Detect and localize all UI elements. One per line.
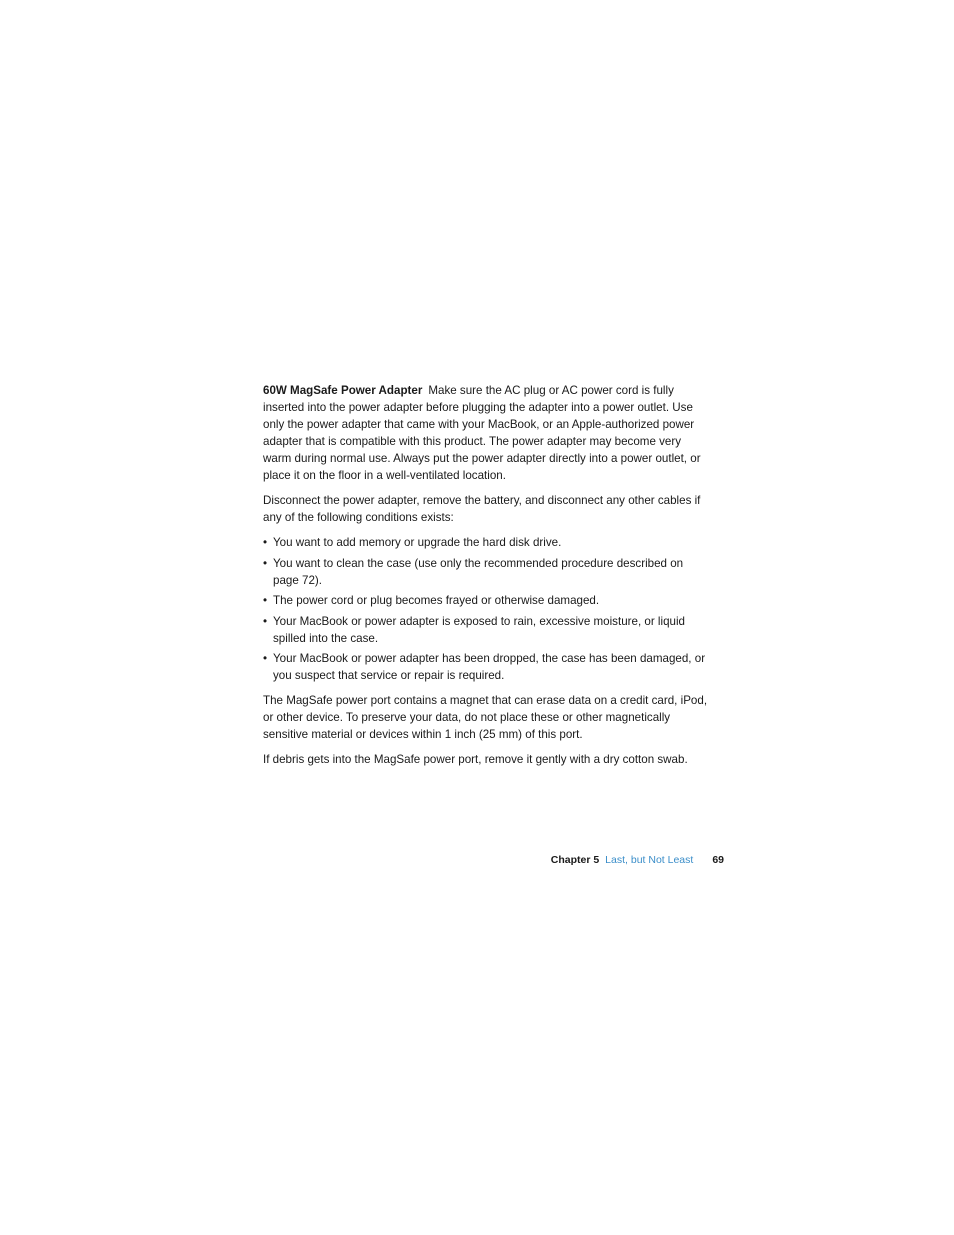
magnet-paragraph: The MagSafe power port contains a magnet that can erase data on a credit card, iPod, or other device. To preserve your data, do not place these or other magnetically sensitive material or devices within 1 inch (25 mm) of this port.: [263, 694, 708, 741]
chapter-label: Chapter 5: [550, 854, 600, 866]
list-item-text: The power cord or plug becomes frayed or otherwise damaged.: [273, 594, 600, 607]
bullet-icon: •: [263, 536, 268, 549]
list-item: [263, 534, 708, 551]
bullet-icon: •: [263, 652, 268, 665]
list-item-text: Your MacBook or power adapter has been dropped, the case has been damaged, or you suspect that service or repair is required.: [273, 652, 706, 682]
list-item-text: You want to clean the case (use only the recommended procedure described on page 72).: [273, 556, 684, 587]
bullet-icon: •: [263, 614, 268, 628]
bullet-icon: •: [263, 556, 268, 570]
list-item: [263, 613, 708, 647]
page-footer: [551, 853, 724, 867]
debris-paragraph: If debris gets into the MagSafe power port, remove it gently with a dry cotton swab.: [263, 753, 688, 766]
page-number: 69: [712, 854, 724, 866]
list-item-text: You want to add memory or upgrade the hard disk drive.: [273, 536, 562, 549]
chapter-title-link[interactable]: Last, but Not Least: [605, 854, 694, 866]
bullet-icon: •: [263, 594, 268, 607]
list-item: [263, 650, 708, 684]
disconnect-paragraph: Disconnect the power adapter, remove the battery, and disconnect any other cables if any of the following conditions exists:: [263, 494, 701, 524]
intro-paragraph: [263, 382, 708, 484]
page-body: [263, 382, 708, 776]
list-item: [263, 592, 708, 609]
intro-heading: 60W MagSafe Power Adapter: [263, 384, 423, 397]
list-item-text: Your MacBook or power adapter is exposed to rain, excessive moisture, or liquid spilled into the case.: [273, 614, 686, 645]
list-item: [263, 555, 708, 589]
intro-text: Make sure the AC plug or AC power cord is fully inserted into the power adapter before plugging the adapter into a power outlet. Use only the power adapter that came with your MacBook, or an Apple-authorized power adapter that is compatible with this product. The power adapter may become very warm during normal use. Always put the power adapter directly into a power outlet, or place it on the floor in a well-ventilated location.: [263, 384, 701, 482]
conditions-list: [263, 534, 708, 684]
